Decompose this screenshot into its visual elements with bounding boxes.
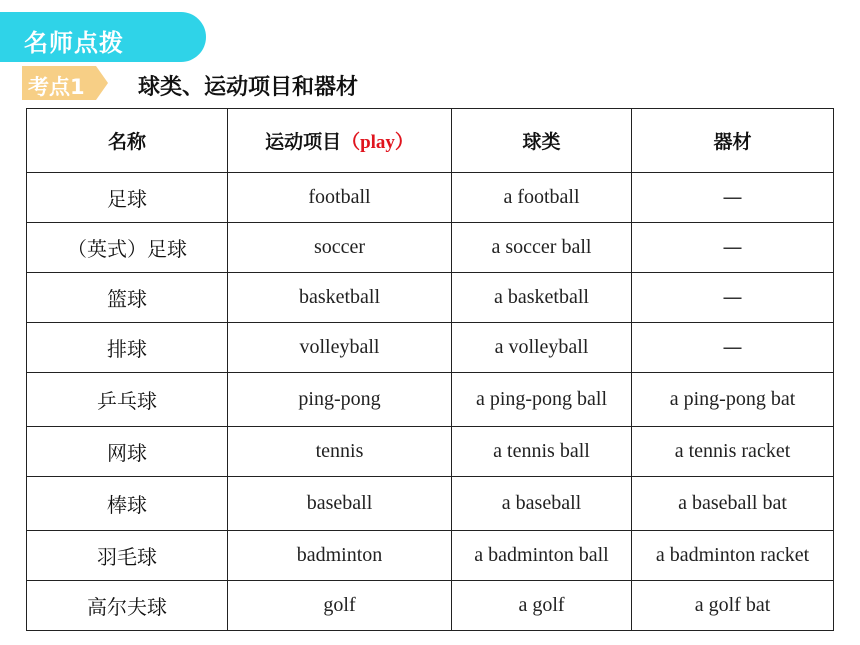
table-row <box>27 273 834 323</box>
cell-sport: soccer <box>228 223 452 273</box>
empty-dash: — <box>722 285 743 309</box>
header-name: 名称 <box>27 109 228 173</box>
table-row <box>27 373 834 427</box>
empty-dash: — <box>722 185 743 209</box>
section-title: 球类、运动项目和器材 <box>138 75 359 100</box>
cell-equipment: a golf bat <box>632 581 834 631</box>
header-sport-play: （play） <box>341 132 414 153</box>
cell-name: 乒乓球 <box>27 373 228 427</box>
cell-ball: a basketball <box>452 273 632 323</box>
table-row <box>27 223 834 273</box>
cell-name: 排球 <box>27 323 228 373</box>
cell-name: 羽毛球 <box>27 531 228 581</box>
cell-sport: badminton <box>228 531 452 581</box>
cell-name: （英式）足球 <box>27 223 228 273</box>
cell-equipment <box>632 323 834 373</box>
cell-ball: a tennis ball <box>452 427 632 477</box>
cell-ball: a volleyball <box>452 323 632 373</box>
cell-ball: a golf <box>452 581 632 631</box>
cell-equipment <box>632 223 834 273</box>
header-sport-label: 运动项目 <box>265 131 342 153</box>
header-equipment: 器材 <box>632 109 834 173</box>
cell-name: 高尔夫球 <box>27 581 228 631</box>
cell-name: 棒球 <box>27 477 228 531</box>
cell-ball: a soccer ball <box>452 223 632 273</box>
cell-equipment <box>632 173 834 223</box>
cell-equipment: a badminton racket <box>632 531 834 581</box>
cell-sport: football <box>228 173 452 223</box>
cell-ball: a badminton ball <box>452 531 632 581</box>
cell-name: 篮球 <box>27 273 228 323</box>
table-row <box>27 173 834 223</box>
cell-name: 足球 <box>27 173 228 223</box>
cell-sport: tennis <box>228 427 452 477</box>
empty-dash: — <box>722 335 743 359</box>
cell-sport: golf <box>228 581 452 631</box>
cell-sport: baseball <box>228 477 452 531</box>
header-ball: 球类 <box>452 109 632 173</box>
header-sport <box>228 109 452 173</box>
header-banner <box>0 12 206 62</box>
section-tag-label: 考点1 <box>28 75 85 99</box>
cell-ball: a baseball <box>452 477 632 531</box>
cell-sport: basketball <box>228 273 452 323</box>
banner-title: 名师点拨 <box>24 29 124 57</box>
cell-equipment <box>632 273 834 323</box>
cell-equipment: a ping-pong bat <box>632 373 834 427</box>
cell-ball: a football <box>452 173 632 223</box>
table-row <box>27 323 834 373</box>
table-row <box>27 427 834 477</box>
cell-equipment: a baseball bat <box>632 477 834 531</box>
table-row <box>27 531 834 581</box>
section-tag <box>22 66 108 100</box>
vocab-table <box>26 108 834 631</box>
cell-sport: volleyball <box>228 323 452 373</box>
cell-name: 网球 <box>27 427 228 477</box>
cell-equipment: a tennis racket <box>632 427 834 477</box>
cell-sport: ping-pong <box>228 373 452 427</box>
cell-ball: a ping-pong ball <box>452 373 632 427</box>
table-header-row <box>27 109 834 173</box>
table-row <box>27 477 834 531</box>
empty-dash: — <box>722 235 743 259</box>
table-row <box>27 581 834 631</box>
